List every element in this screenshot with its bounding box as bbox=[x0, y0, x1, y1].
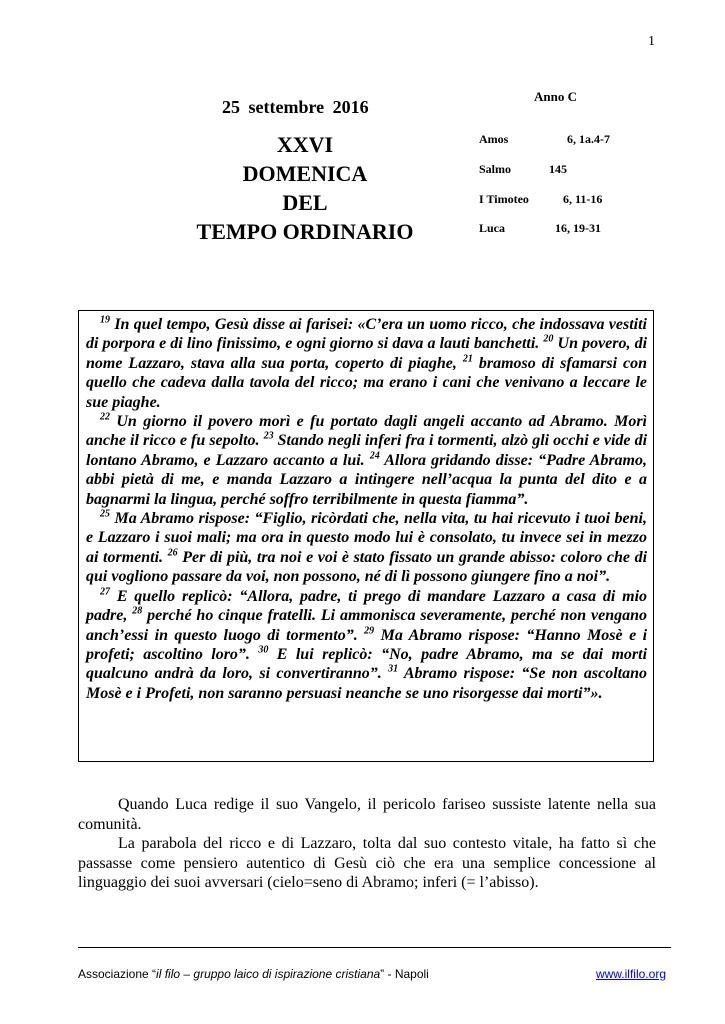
reading-book: I Timoteo bbox=[479, 192, 529, 206]
verse-text: Abramo rispose: “Se non ascoltano Mosè e i Profeti, non saranno persuasi neanche se uno risorgesse dai morti”». bbox=[86, 665, 648, 702]
verse-number: 21 bbox=[462, 353, 473, 365]
reading-book: Amos bbox=[479, 132, 509, 146]
verse-text: Ma Abramo rispose: “Figlio, ricòrdati che, nella vita, tu hai ricevuto i tuoi beni, e Lazzaro i suoi mali; ma ora in questo modo lui è consolato, tu invece sei in mezzo ai tormenti. bbox=[86, 510, 647, 566]
verse-number: 28 bbox=[132, 605, 143, 617]
verse-text: Stando negli inferi fra i tormenti, alzò gli occhi e vide di lontano Abramo, e Lazzaro accanto a lui. bbox=[86, 432, 648, 469]
reading-salmo bbox=[479, 162, 567, 177]
verse-text: E lui replicò: “No, padre Abramo, ma se dai morti qualcuno andrà da loro, si convertiranno”. bbox=[86, 645, 648, 683]
verse-text: Ma Abramo rispose: “Hanno Mosè e i profeti; ascoltino loro”. bbox=[86, 626, 648, 663]
gospel-paragraph bbox=[86, 315, 647, 412]
commentary-paragraph: La parabola del ricco e di Lazzaro, tolta dal suo contesto vitale, ha fatto sì che passasse come pensiero autentico di Gesù ciò che era una semplice concessione al linguaggio dei suoi avversari (cielo=seno di Abramo; inferi (= l’abisso). bbox=[78, 835, 656, 891]
title-line: TEMPO ORDINARIO bbox=[196, 219, 414, 244]
verse-text: perché ho cinque fratelli. Li ammonisca severamente, perché non vengano anch’essi in questo luogo di tormento”. bbox=[86, 607, 648, 644]
commentary-paragraph: Quando Luca redige il suo Vangelo, il pericolo fariseo sussiste latente nella sua comunità. bbox=[78, 796, 656, 833]
gospel-box bbox=[78, 310, 654, 762]
liturgical-year: Anno C bbox=[534, 89, 577, 104]
page-number: 1 bbox=[648, 34, 655, 49]
footer-divider bbox=[78, 947, 671, 948]
verse-text: E quello replicò: “Allora, padre, ti prego di mandare Lazzaro a casa di mio padre, bbox=[86, 587, 648, 625]
reading-amos bbox=[479, 132, 610, 147]
verse-number: 25 bbox=[100, 508, 110, 520]
verse-number: 22 bbox=[100, 411, 110, 423]
footer-association-name: il filo – gruppo laico di ispirazione cristiana bbox=[156, 967, 381, 981]
footer-association bbox=[78, 967, 429, 981]
reading-ref: 6, 11-16 bbox=[563, 192, 603, 206]
reading-ref: 145 bbox=[549, 162, 567, 176]
reading-ref: 16, 19-31 bbox=[555, 221, 601, 235]
verse-number: 26 bbox=[167, 547, 178, 559]
reading-luca bbox=[479, 221, 601, 236]
verse-number: 20 bbox=[543, 334, 554, 346]
verse-text: Per di più, tra noi e voi è stato fissato un grande abisso: coloro che di qui vogliono passare da voi, non possono, né di lì possono giungere fino a noi”. bbox=[86, 548, 648, 586]
verse-number: 31 bbox=[388, 663, 399, 675]
gospel-paragraph bbox=[86, 587, 647, 703]
footer-suffix: ” - Napoli bbox=[380, 967, 429, 981]
verse-text: Allora gridando disse: “Padre Abramo, abbi pietà di me, e manda Lazzaro a intingere nell’acqua la punta del dito e a bagnarmi la lingua, perché soffro terribilmente in questa fiamma”. bbox=[86, 451, 647, 508]
gospel-paragraph bbox=[86, 509, 647, 587]
verse-text: bramoso di sfamarsi con quello che cadeva dalla tavola del ricco; ma erano i cani che venivano a leccare le sue piaghe. bbox=[86, 354, 648, 411]
verse-text: In quel tempo, Gesù disse ai farisei: «C’era un uomo ricco, che indossava vestiti di porpora e di lino finissimo, e ogni giorno si dava a lauti banchetti. bbox=[86, 316, 647, 353]
page-title bbox=[170, 130, 440, 246]
reading-book: Luca bbox=[479, 221, 506, 235]
reading-ref: 6, 1a.4-7 bbox=[567, 132, 610, 146]
title-line: DOMENICA bbox=[242, 161, 368, 186]
footer-prefix: Associazione “ bbox=[78, 967, 157, 981]
website-link[interactable]: www.ilfilo.org bbox=[595, 967, 666, 981]
gospel-paragraph bbox=[86, 412, 647, 509]
verse-text: Un giorno il povero morì e fu portato dagli angeli accanto ad Abramo. Morì anche il ricco e fu sepolto. bbox=[86, 413, 648, 450]
verse-number: 30 bbox=[258, 644, 269, 656]
verse-text: Un povero, di nome Lazzaro, stava alla sua porta, coperto di piaghe, bbox=[86, 335, 648, 372]
verse-number: 27 bbox=[100, 586, 110, 598]
commentary bbox=[78, 795, 656, 893]
verse-number: 24 bbox=[369, 450, 380, 462]
reading-book: Salmo bbox=[479, 162, 512, 176]
verse-number: 29 bbox=[364, 625, 375, 637]
title-line: XXVI bbox=[276, 132, 334, 157]
verse-number: 19 bbox=[100, 314, 110, 326]
celebration-date: 25 settembre 2016 bbox=[222, 97, 369, 117]
title-line: DEL bbox=[282, 190, 328, 215]
verse-number: 23 bbox=[263, 431, 274, 443]
reading-timoteo bbox=[479, 192, 602, 207]
